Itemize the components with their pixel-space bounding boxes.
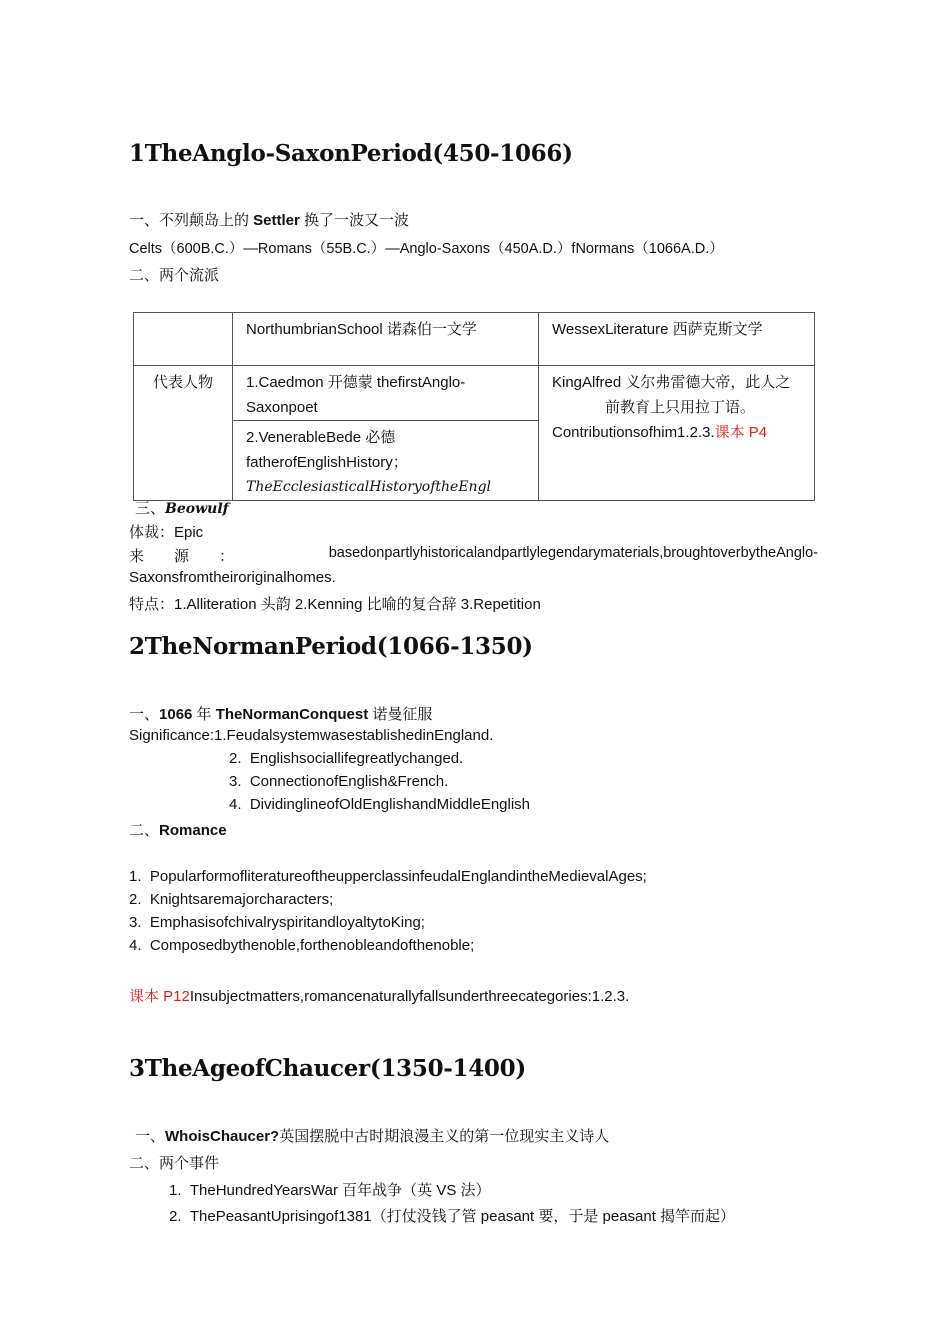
list-item: 1. TheHundredYearsWar 百年战争（英 VS 法）	[169, 1182, 491, 1199]
point-romance: 二、Romance	[129, 822, 227, 839]
point-schools: 二、两个流派	[129, 267, 220, 284]
textbook-ref: 课本 P4	[714, 424, 768, 441]
romance-ref: 课本 P12Insubjectmatters,romancenaturallyfallsunderthreecategories:1.2.3.	[129, 988, 630, 1005]
section-title: 3TheAgeofChaucer(1350-1400)	[129, 1055, 526, 1082]
significance: Significance:1.FeudalsystemwasestablishedinEngland.	[129, 727, 494, 744]
genre: 体裁：Epic	[129, 524, 204, 541]
list-item: 3. EmphasisofchivalryspiritandloyaltytoKing;	[129, 914, 425, 931]
point-events: 二、两个事件	[129, 1155, 220, 1172]
section-title: 1TheAnglo-SaxonPeriod(450-1066)	[129, 140, 573, 167]
northumbrian-header: NorthumbrianSchool 诺森伯一文学	[233, 313, 539, 366]
source-line: 来 源 ： basedonpartlyhistoricalandpartlylegendarymaterials,broughtoverbytheAnglo-	[129, 545, 818, 565]
point-beowulf: 三、Beowulf	[135, 500, 229, 517]
schools-table	[133, 312, 815, 501]
point-conquest: 一、1066 年 TheNormanConquest 诺曼征服	[129, 706, 433, 723]
representatives-label: 代表人物	[134, 366, 233, 501]
list-item: 4. DividinglineofOldEnglishandMiddleEnglish	[229, 796, 531, 813]
list-item: 4. Composedbythenoble,forthenobleandofthenoble;	[129, 937, 475, 954]
timeline: Celts（600B.C.）—Romans（55B.C.）—Anglo-Saxons（450A.D.）fNormans（1066A.D.）	[129, 241, 724, 257]
caedmon-cell: 1.Caedmon 开德蒙 thefirstAnglo- Saxonpoet	[233, 366, 539, 421]
source-line-2: Saxonsfromtheiroriginalhomes.	[129, 569, 336, 586]
list-item: 2. Knightsaremajorcharacters;	[129, 891, 334, 908]
wessex-cell: KingAlfred 义尔弗雷德大帝，此人之 前教育上只用拉丁语。 Contributionsofhim1.2.3.课本 P4	[539, 366, 815, 501]
wessex-header: WessexLiterature 西萨克斯文学	[539, 313, 815, 366]
textbook-ref: 课本 P12	[129, 988, 190, 1005]
point-settler: 一、不列颠岛上的 Settler 换了一波又一波	[129, 212, 410, 229]
list-item: 2. Englishsociallifegreatlychanged.	[229, 750, 464, 767]
point-chaucer: 一、WhoisChaucer?英国摆脱中古时期浪漫主义的第一位现实主义诗人	[135, 1128, 610, 1145]
bede-cell: 2.VenerableBede 必德 fatherofEnglishHistory； TheEcclesiasticalHistoryoftheEngl	[233, 421, 539, 501]
section-title: 2TheNormanPeriod(1066-1350)	[129, 633, 533, 660]
empty-corner-cell	[134, 313, 233, 366]
features: 特点：1.Alliteration 头韵 2.Kenning 比喻的复合辞 3.Repetition	[129, 596, 541, 613]
list-item: 2. ThePeasantUprisingof1381（打仗没钱了管 peasant 要，于是 peasant 揭竿而起）	[169, 1208, 736, 1225]
list-item: 3. ConnectionofEnglish&French.	[229, 773, 449, 790]
list-item: 1. PopularformofliteratureoftheupperclassinfeudalEnglandintheMedievalAges;	[129, 868, 647, 885]
